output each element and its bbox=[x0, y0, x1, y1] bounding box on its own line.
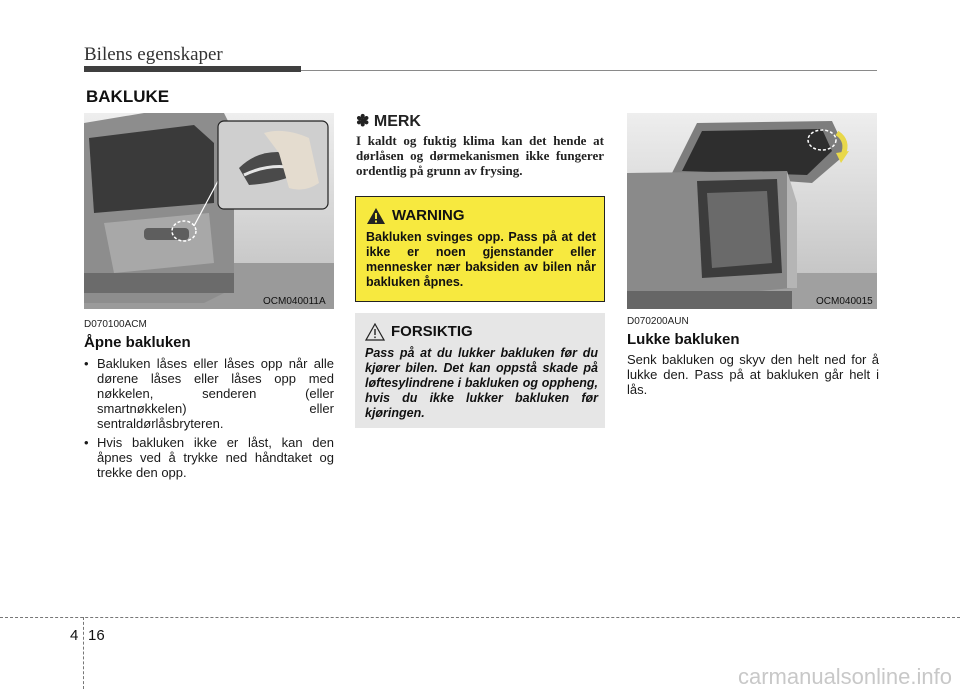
left-image-label: OCM040011A bbox=[263, 296, 326, 307]
warning-title: WARNING bbox=[392, 207, 465, 224]
note-title: MERK bbox=[373, 113, 421, 130]
section-title: BAKLUKE bbox=[86, 87, 170, 106]
close-tailgate-heading: Lukke bakluken bbox=[627, 331, 740, 348]
car-rear-illustration bbox=[84, 113, 334, 309]
tailgate-closing-photo bbox=[627, 113, 877, 309]
watermark: carmanualsonline.info bbox=[737, 664, 952, 689]
page-number: 16 bbox=[88, 627, 105, 644]
caution-title: FORSIKTIG bbox=[391, 323, 473, 340]
footer-divider bbox=[83, 617, 84, 689]
warning-triangle-icon bbox=[366, 207, 386, 225]
instruction-bullet: • Hvis bakluken ikke er låst, kan den åpnes ved å trykke ned håndtaket og trekke den opp. bbox=[84, 435, 334, 480]
chapter-number: 4 bbox=[70, 627, 79, 644]
caution-text: Pass på at du lukker bakluken før du kjører bilen. Det kan oppstå skade på løftesylindrene i bakluken og oppheng, hvis du ikke lukker bakluken før kjøringen. bbox=[365, 346, 598, 420]
caution-triangle-icon bbox=[365, 323, 385, 341]
header-rule bbox=[301, 70, 877, 71]
right-section-code: D070200AUN bbox=[627, 316, 689, 327]
warning-text: Bakluken svinges opp. Pass på at det ikke er noen gjenstander eller mennesker nær baksiden av bilen når bakluken åpnes. bbox=[366, 230, 596, 289]
note-asterisk-icon: ✽ bbox=[356, 113, 370, 130]
caution-box bbox=[355, 313, 605, 428]
instruction-bullet: • Bakluken låses eller låses opp når alle dørene låses eller låses opp med nøkkelen, senderen (eller smartnøkkelen) eller sentraldørlåsbryteren. bbox=[84, 356, 334, 431]
right-image-label: OCM040015 bbox=[816, 296, 873, 307]
note-heading bbox=[356, 111, 421, 131]
close-tailgate-text: Senk bakluken og skyv den helt ned for å lukke den. Pass på at bakluken går helt i lås. bbox=[627, 352, 879, 397]
open-tailgate-instructions bbox=[84, 356, 334, 484]
left-section-code: D070100ACM bbox=[84, 319, 147, 330]
chapter-header-title: Bilens egenskaper bbox=[84, 44, 223, 65]
open-tailgate-heading: Åpne bakluken bbox=[84, 334, 191, 351]
tailgate-handle-photo bbox=[84, 113, 334, 309]
header-bar bbox=[84, 66, 301, 72]
footer-rule bbox=[0, 617, 960, 618]
open-tailgate-illustration bbox=[627, 113, 877, 309]
note-text: I kaldt og fuktig klima kan det hende at dørlåsen og dørmekanismen ikke fungerer ordentlig på grunn av frysing. bbox=[356, 133, 604, 178]
warning-box bbox=[355, 196, 605, 302]
